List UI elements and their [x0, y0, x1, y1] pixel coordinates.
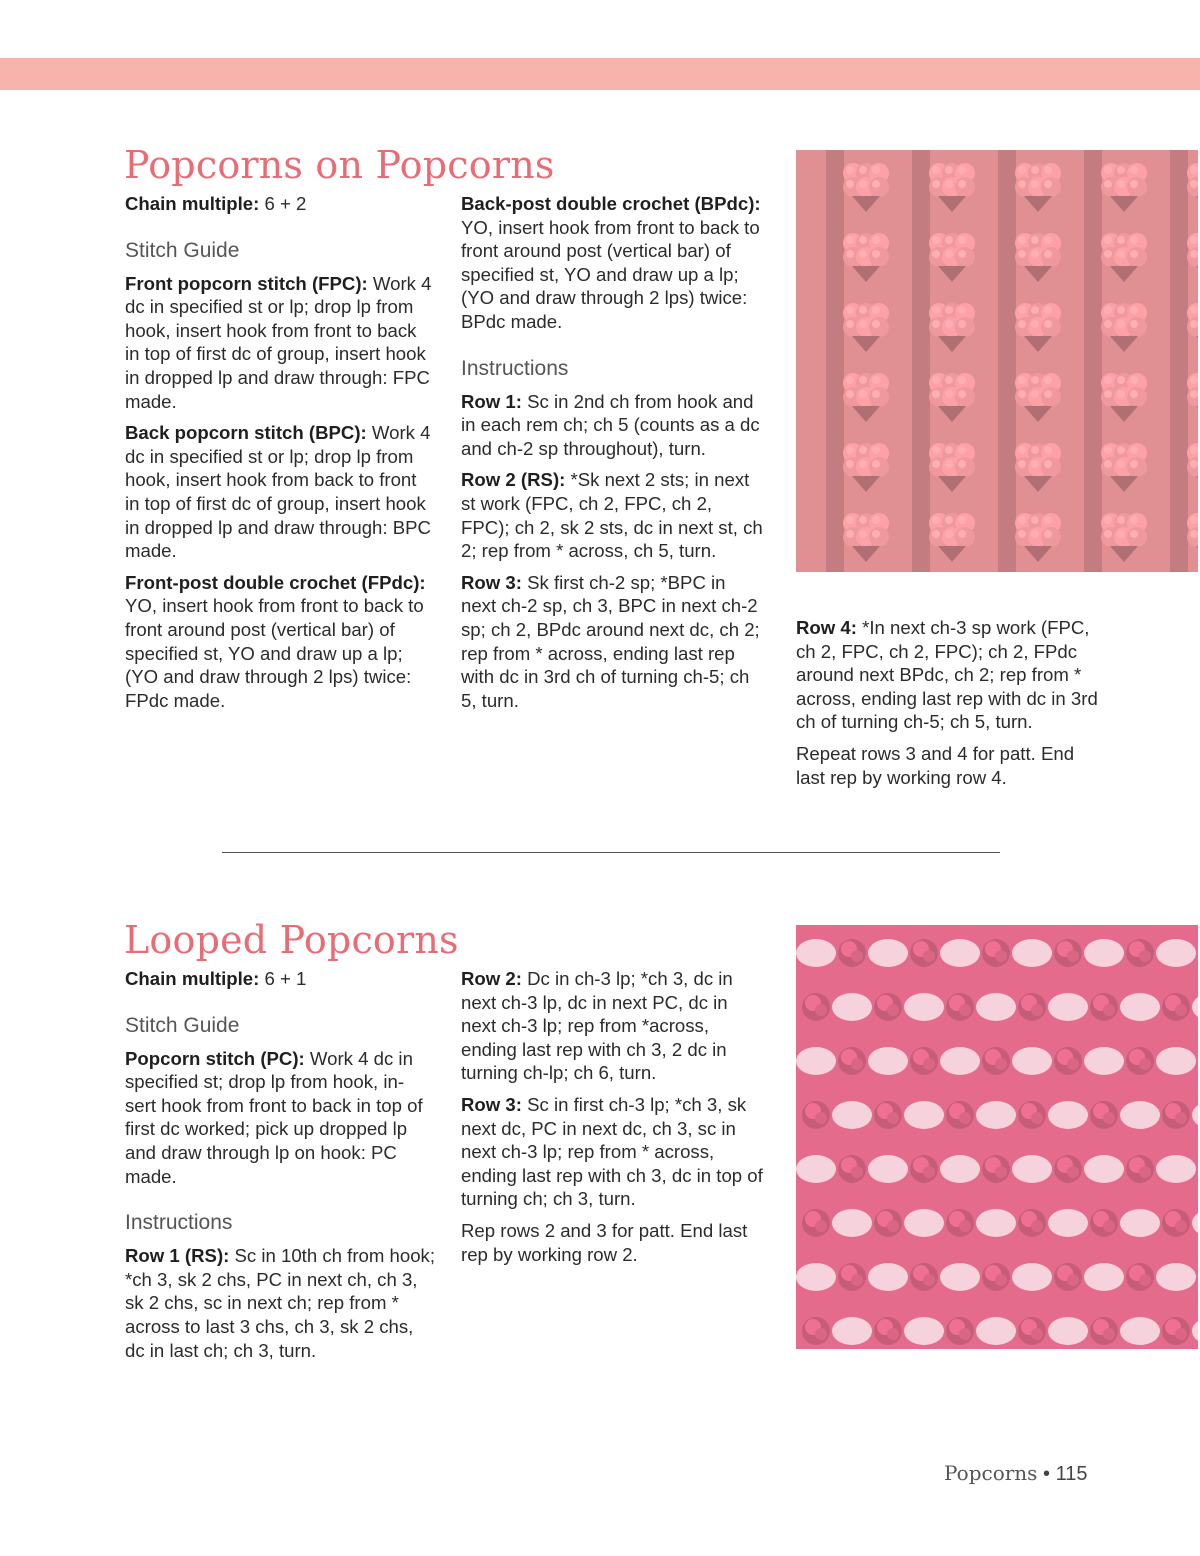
- section-title-popcorns-on-popcorns: Popcorns on Popcorns: [124, 143, 555, 187]
- row-1: Row 1: Sc in 2nd ch from hook and in each rem ch; ch 5 (counts as a dc and ch-2 sp throughout), turn.: [461, 390, 760, 459]
- section2-column-middle: [461, 967, 763, 1274]
- stitch-guide-heading: Stitch Guide: [125, 1013, 240, 1037]
- stitch-def-pc: Popcorn stitch (PC): Work 4 dc in specified st; drop lp from hook, in-sert hook from front to back in top of first dc worked; pick up dropped lp and draw through lp on hook: PC made.: [125, 1047, 423, 1187]
- swatch-popcorns-on-popcorns-image: [796, 150, 1198, 572]
- repeat-note: Repeat rows 3 and 4 for patt. End last rep by working row 4.: [796, 742, 1075, 788]
- header-band: [0, 58, 1200, 90]
- section1-column-left: [125, 192, 435, 720]
- stitch-guide-heading: Stitch Guide: [125, 238, 240, 262]
- chain-multiple: Chain multiple: 6 + 1: [125, 968, 307, 989]
- chain-multiple: Chain multiple: 6 + 2: [125, 193, 307, 214]
- row-4: Row 4: *In next ch-3 sp work (FPC, ch 2, FPC, ch 2, FPC); ch 2, FPdc around next BPdc, ch 2; rep from * across, ending last rep with dc in 3rd ch of turning ch-5; ch 5, turn.: [796, 617, 1098, 733]
- section2-column-left: [125, 967, 435, 1370]
- footer-bullet: •: [1037, 1463, 1056, 1485]
- row-2: Row 2 (RS): *Sk next 2 sts; in next st work (FPC, ch 2, FPC, ch 2, FPC); ch 2, sk 2 sts, dc in next st, ch 2; rep from * across, ch 5, turn.: [461, 469, 763, 562]
- section1-column-middle: [461, 192, 763, 720]
- section-title-looped-popcorns: Looped Popcorns: [124, 918, 459, 962]
- instructions-heading: Instructions: [125, 1211, 233, 1235]
- row-3: Row 3: Sc in first ch-3 lp; *ch 3, sk next dc, PC in next dc, ch 3, sc in next ch-3 lp; rep from * across, ending last rep with ch 3, dc in top of turning ch; ch 3, turn.: [461, 1093, 763, 1210]
- page-number: 115: [1055, 1463, 1088, 1485]
- swatch-looped-popcorns-image: [796, 925, 1198, 1349]
- repeat-note: Rep rows 2 and 3 for patt. End last rep by working row 2.: [461, 1219, 748, 1265]
- stitch-def-fpc: Front popcorn stitch (FPC): Work 4 dc in specified st or lp; drop lp from hook, insert hook from front to back in top of first dc of group, insert hook in dropped lp and draw through: FPC made.: [125, 272, 432, 412]
- row-2: Row 2: Dc in ch-3 lp; *ch 3, dc in next ch-3 lp, dc in next PC, dc in next ch-3 lp; rep from *across, ending last rep with ch 3, 2 dc in turning ch-lp; ch 6, turn.: [461, 968, 733, 1084]
- swatch-photo-popcorns-on-popcorns: [796, 150, 1198, 572]
- stitch-def-fpdc: Front-post double crochet (FPdc): YO, insert hook from front to back to front around post (vertical bar) of specified st, YO and draw up a lp; (YO and draw through 2 lps) twice: FPdc made.: [125, 571, 426, 711]
- section1-column-right: [796, 616, 1098, 797]
- swatch-photo-looped-popcorns: [796, 925, 1198, 1349]
- row-3: Row 3: Sk first ch-2 sp; *BPC in next ch-2 sp, ch 3, BPC in next ch-2 sp; ch 2, BPdc around next dc, ch 2; rep from * across, ending last rep with dc in 3rd ch of turning ch-5; ch 5, turn.: [461, 571, 760, 711]
- stitch-def-bpc: Back popcorn stitch (BPC): Work 4 dc in specified st or lp; drop lp from hook, insert hook from back to front in top of first dc of group, insert hook in dropped lp and draw through: BPC made.: [125, 422, 431, 562]
- instructions-heading: Instructions: [461, 356, 569, 380]
- stitch-def-bpdc: Back-post double crochet (BPdc): YO, insert hook from front to back to front around post (vertical bar) of specified st, YO and draw up a lp; (YO and draw through 2 lps) twice: BPdc made.: [461, 193, 761, 332]
- page-footer: [944, 1461, 1087, 1486]
- section-divider: [222, 852, 1000, 853]
- row-1: Row 1 (RS): Sc in 10th ch from hook; *ch 3, sk 2 chs, PC in next ch, ch 3, sk 2 chs, sc in next ch; rep from * across to last 3 chs, ch 3, sk 2 chs, dc in last ch; ch 3, turn.: [125, 1245, 435, 1361]
- footer-section-name: Popcorns: [944, 1461, 1038, 1485]
